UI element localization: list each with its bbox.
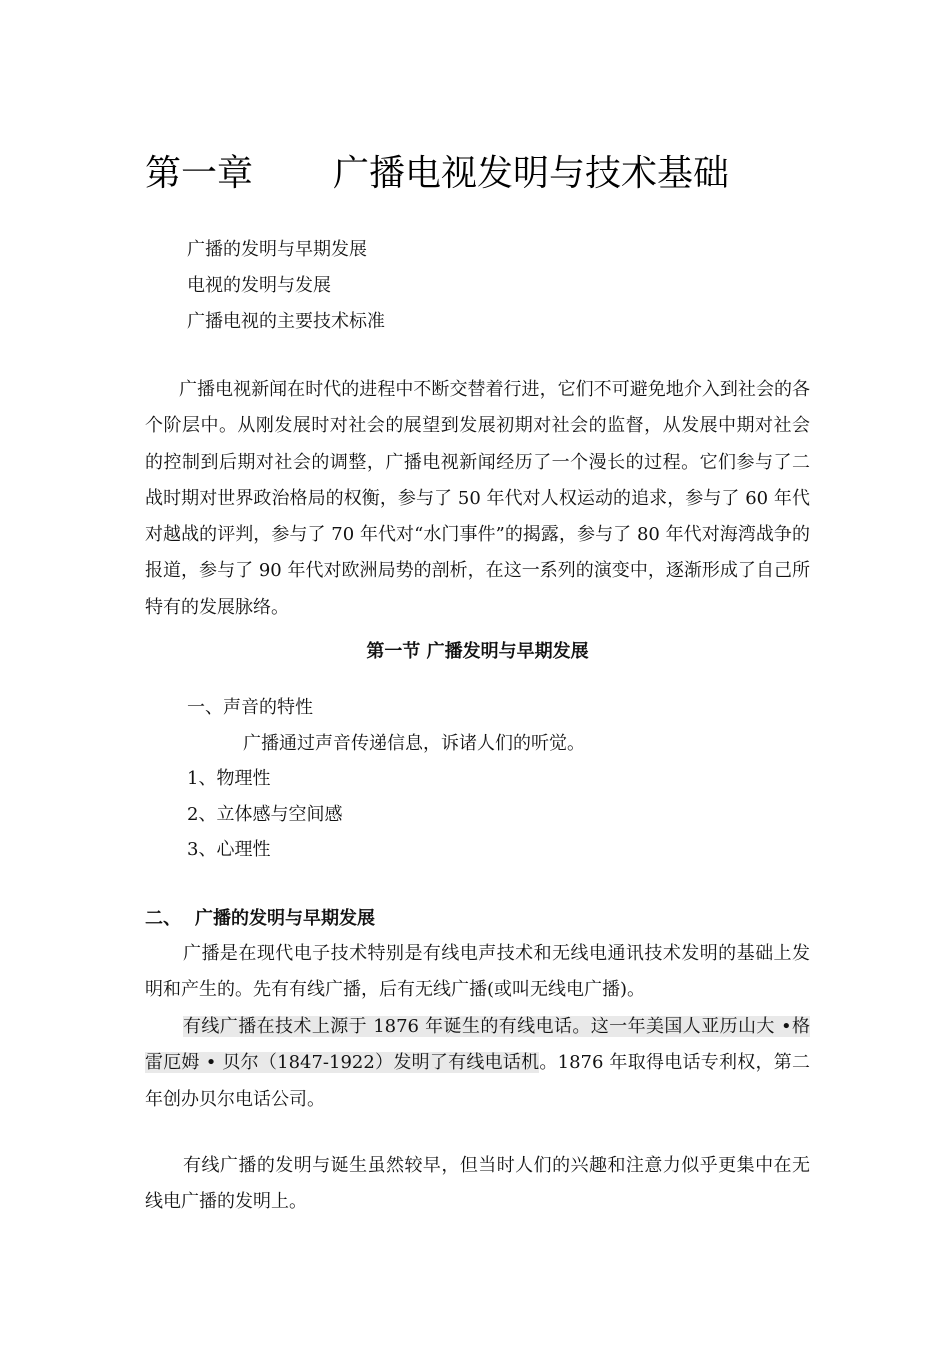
outline-item: 电视的发明与发展 <box>187 275 331 296</box>
highlighted-text: 有线广播在技术上源于 1876 年诞生的有线电话。这一年美国人亚历山大 •格雷厄姆 • 贝尔（1847-1922）发明了有线电话机 <box>145 1016 810 1074</box>
intro-paragraph: 广播电视新闻在时代的进程中不断交替着行进，它们不可避免地介入到社会的各个阶层中。从刚发展时对社会的展望到发展初期对社会的监督，从发展中期对社会的控制到后期对社会的调整，广播电视新闻经历了一个漫长的过程。它们参与了二战时期对世界政治格局的权衡，参与了 50 年代对人权运动的追求，参与了 60 年代对越战的评判，参与了 70 年代对“水门事件”的揭露，参与了 80 年代对海湾战争的报道，参与了 90 年代对欧洲局势的剖析，在这一系列的演变中，逐渐形成了自己所特有的发展脉络。 <box>145 379 810 618</box>
subsection-number: 二、 <box>145 908 181 929</box>
subsection-title: 广播的发明与早期发展 <box>195 908 375 929</box>
chapter-number: 第一章 <box>145 153 254 194</box>
list-heading: 一、声音的特性 <box>187 697 313 718</box>
outline-item: 广播的发明与早期发展 <box>187 239 367 260</box>
list-item: 1、物理性 <box>187 768 271 789</box>
paragraph-text: 。1876 年取得电话专利权，第二年创办贝尔电话公司。 <box>145 1052 811 1110</box>
subsection-heading <box>145 901 375 937</box>
list-item: 3、心理性 <box>187 839 271 860</box>
outline-item: 广播电视的主要技术标准 <box>187 311 385 332</box>
list-item: 2、立体感与空间感 <box>187 803 343 825</box>
list-description: 广播通过声音传递信息，诉诸人们的听觉。 <box>243 732 585 754</box>
sound-characteristics-list <box>187 690 585 868</box>
paragraph-wireless-interest: 有线广播的发明与诞生虽然较早，但当时人们的兴趣和注意力似乎更集中在无线电广播的发明上。 <box>145 1155 810 1213</box>
paragraph-wired-broadcast <box>145 1009 810 1118</box>
chapter-outline <box>187 232 385 340</box>
chapter-title-text: 广播电视发明与技术基础 <box>333 153 730 194</box>
chapter-title <box>145 148 729 200</box>
section-title: 第一节 广播发明与早期发展 <box>366 641 589 662</box>
paragraph-invention-basis: 广播是在现代电子技术特别是有线电声技术和无线电通讯技术发明的基础上发明和产生的。先有有线广播，后有无线广播(或叫无线电广播)。 <box>145 943 810 1001</box>
